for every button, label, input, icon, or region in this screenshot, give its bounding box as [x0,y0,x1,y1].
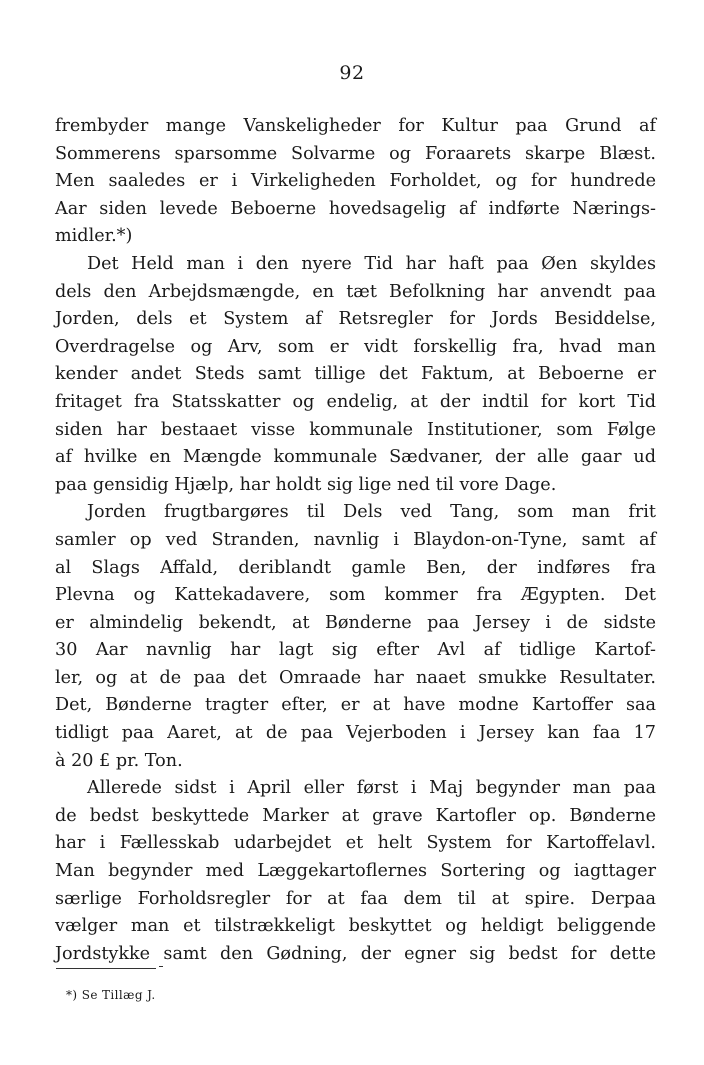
paragraph-start-line: Det Held man i den nyere Tid har haft paa Øen skyldes [87,253,656,274]
text-line: paa gensidig Hjælp, har holdt sig lige ned til vore Dage. [55,474,557,495]
text-line: samler op ved Stranden, navnlig i Blaydon-on-Tyne, samt af [55,529,656,550]
text-line: vælger man et tilstrækkeligt beskyttet og heldigt beliggende [55,916,656,937]
text-line: fritaget fra Statsskatter og endelig, at der indtil for kort Tid [55,391,656,412]
text-line: Det, Bønderne tragter efter, er at have modne Kartoffer saa [55,695,656,716]
text-line: har i Fællesskab udarbejdet et helt System for Kartoffelavl. [55,833,656,854]
paragraph-start-line: Allerede sidst i April eller først i Maj begynder man paa [87,778,656,799]
text-line: frembyder mange Vanskeligheder for Kultur paa Grund af [55,116,656,136]
text-line: al Slags Affald, deriblandt gamle Ben, der indføres fra [55,557,656,578]
text-line: 30 Aar navnlig har lagt sig efter Avl af tidlige Kartof- [55,640,656,661]
text-line: tidligt paa Aaret, at de paa Vejerboden i Jersey kan faa 17 [55,723,656,744]
text-line: Sommerens sparsomme Solvarme og Foraarets skarpe Blæst. [55,143,656,164]
text-line: kender andet Steds samt tillige det Faktum, at Beboerne er [55,364,656,385]
text-line: Overdragelse og Arv, som er vidt forskellig fra, hvad man [55,336,656,357]
footnote-divider-tick [159,966,163,967]
text-line: Men saaledes er i Virkeligheden Forholdet, og for hundrede [55,171,656,192]
body-text [55,113,656,968]
text-line: er almindelig bekendt, at Bønderne paa Jersey i de sidste [55,612,656,633]
text-line: Man begynder med Læggekartoflernes Sortering og iagttager [55,861,656,882]
text-line: de bedst beskyttede Marker at grave Kartofler op. Bønderne [55,805,656,826]
paragraph-start-line: Jorden frugtbargøres til Dels ved Tang, som man frit [87,502,656,523]
text-line: Jorden, dels et System af Retsregler for Jords Besiddelse, [55,309,656,330]
footnote-divider [56,968,156,969]
page-number: 92 [339,62,365,84]
text-line: Plevna og Kattekadavere, som kommer fra Ægypten. Det [55,585,656,606]
text-line: à 20 £ pr. Ton. [55,750,183,771]
text-line: særlige Forholdsregler for at faa dem til at spire. Derpaa [55,888,656,909]
text-line: ler, og at de paa det Omraade har naaet smukke Resultater. [55,667,656,688]
text-line: siden har bestaaet visse kommunale Institutioner, som Følge [55,419,656,440]
text-line: midler.*) [55,226,133,247]
footnote: *) Se Tillæg J. [66,988,156,1002]
text-line: Jordstykke samt den Gødning, der egner sig bedst for dette [55,943,656,964]
text-line: Aar siden levede Beboerne hovedsagelig af indførte Nærings- [55,198,656,219]
text-line: dels den Arbejdsmængde, en tæt Befolkning har anvendt paa [55,281,656,302]
text-line: af hvilke en Mængde kommunale Sædvaner, der alle gaar ud [55,447,656,468]
